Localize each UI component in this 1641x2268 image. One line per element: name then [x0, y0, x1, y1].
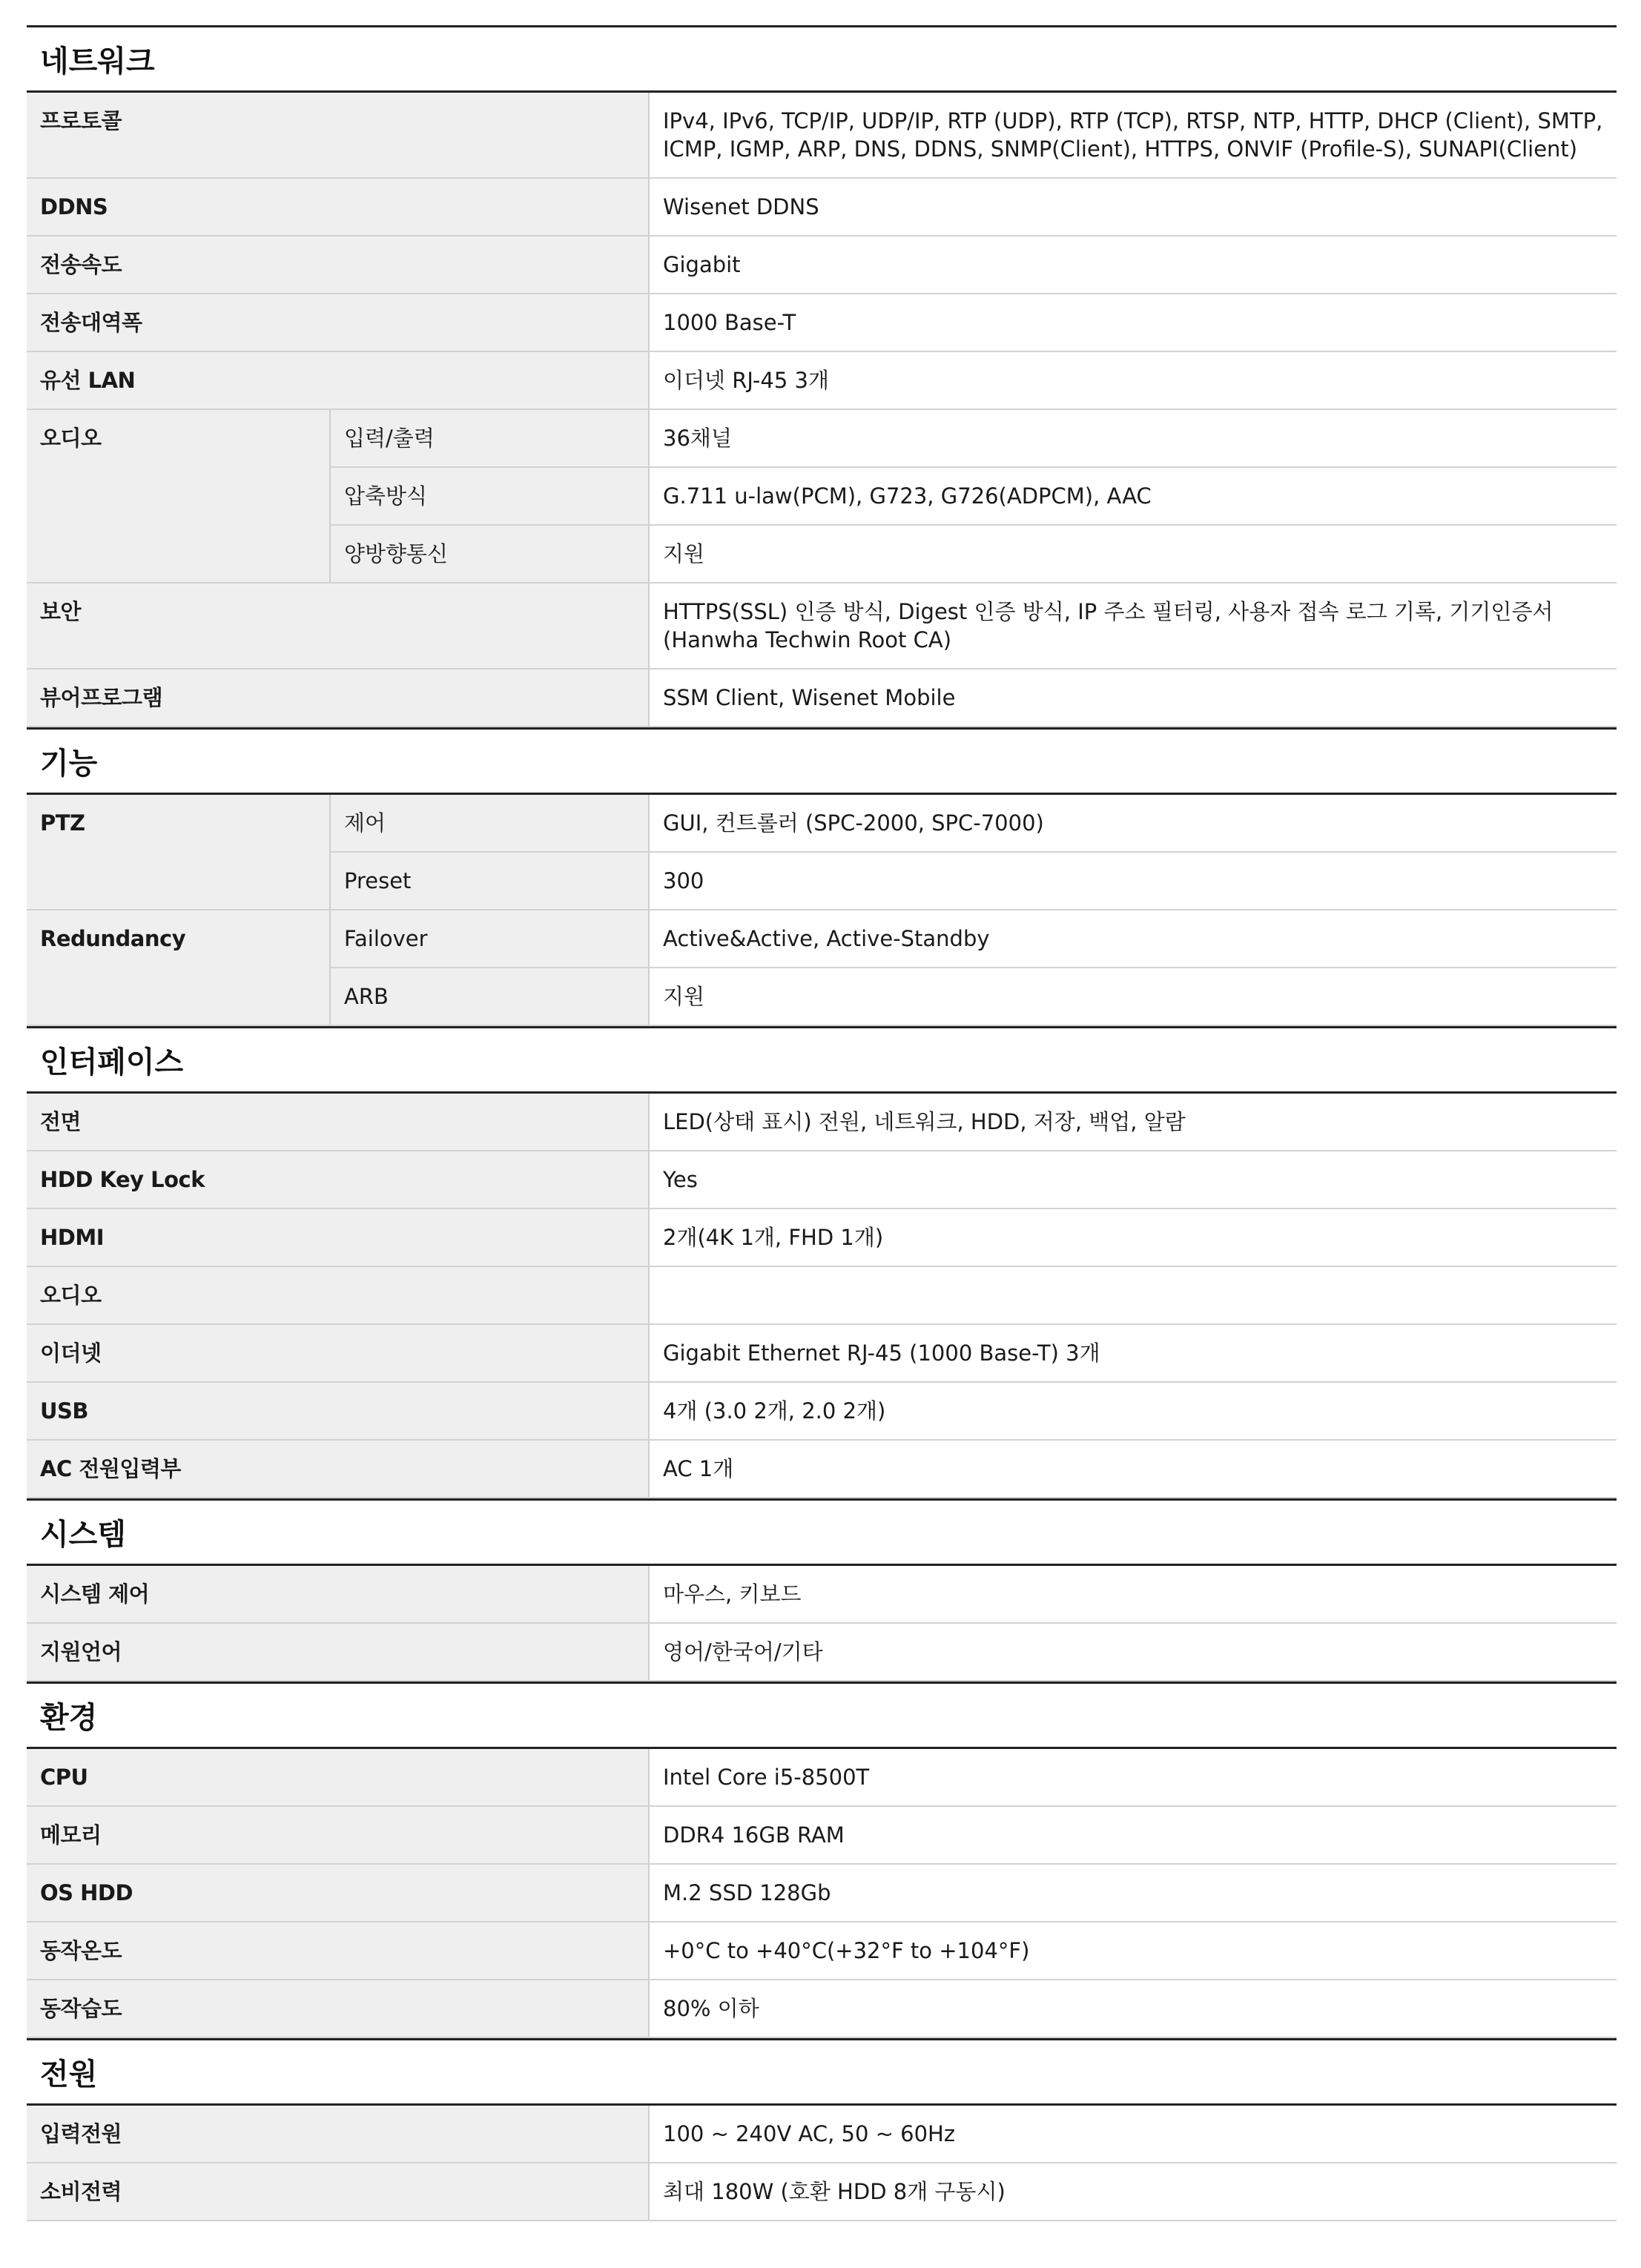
spec-table: [27, 1564, 1617, 1682]
table-row: [27, 1864, 1617, 1922]
row-value: 지원: [649, 525, 1617, 583]
table-row: [27, 1382, 1617, 1440]
row-label: HDMI: [27, 1209, 649, 1266]
row-label: HDD Key Lock: [27, 1151, 649, 1209]
spec-table: [27, 1747, 1617, 2038]
row-value: Wisenet DDNS: [649, 178, 1617, 236]
spec-table: [27, 2103, 1617, 2221]
row-value: 100 ~ 240V AC, 50 ~ 60Hz: [649, 2104, 1617, 2163]
table-row: [27, 1092, 1617, 1151]
row-label: 전송속도: [27, 236, 649, 294]
row-label: 메모리: [27, 1806, 649, 1864]
row-value: SSM Client, Wisenet Mobile: [649, 669, 1617, 727]
table-row: [27, 794, 1617, 852]
row-label: 유선 LAN: [27, 351, 649, 409]
row-value: 영어/한국어/기타: [649, 1623, 1617, 1681]
table-row: [27, 2104, 1617, 2163]
table-row: [27, 1980, 1617, 2037]
spec-sheet: [27, 25, 1617, 2221]
row-value: 36채널: [649, 409, 1617, 467]
row-label: 지원언어: [27, 1623, 649, 1681]
row-value: AC 1개: [649, 1440, 1617, 1498]
row-label: PTZ: [27, 794, 330, 910]
row-label: 동작습도: [27, 1980, 649, 2037]
row-value: HTTPS(SSL) 인증 방식, Digest 인증 방식, IP 주소 필터링, 사용자 접속 로그 기록, 기기인증서 (Hanwha Techwin Root CA): [649, 583, 1617, 669]
table-row: [27, 1564, 1617, 1623]
sub-label: 제어: [330, 794, 649, 852]
table-row: [27, 409, 1617, 467]
spec-table: [27, 793, 1617, 1026]
row-value: 300: [649, 852, 1617, 910]
sub-label: 압축방식: [330, 467, 649, 525]
table-row: [27, 1151, 1617, 1209]
row-value: 이더넷 RJ-45 3개: [649, 351, 1617, 409]
table-row: [27, 2163, 1617, 2221]
section-title: 시스템: [27, 1498, 1617, 1564]
sub-label: ARB: [330, 968, 649, 1025]
row-value: 80% 이하: [649, 1980, 1617, 2037]
section-title: 기능: [27, 727, 1617, 793]
row-value: Gigabit: [649, 236, 1617, 294]
row-value: Intel Core i5-8500T: [649, 1748, 1617, 1806]
section-title: 네트워크: [27, 25, 1617, 90]
table-row: [27, 178, 1617, 236]
row-value: 1000 Base-T: [649, 294, 1617, 351]
row-value: IPv4, IPv6, TCP/IP, UDP/IP, RTP (UDP), RTP (TCP), RTSP, NTP, HTTP, DHCP (Client), SMTP, ICMP, IGMP, ARP, DNS, DDNS, SNMP(Client), HTTPS, ONVIF (Profile-S), SUNAPI(Client): [649, 92, 1617, 179]
sub-label: Preset: [330, 852, 649, 910]
row-value: GUI, 컨트롤러 (SPC-2000, SPC-7000): [649, 794, 1617, 852]
row-label: 시스템 제어: [27, 1564, 649, 1623]
row-value: LED(상태 표시) 전원, 네트워크, HDD, 저장, 백업, 알람: [649, 1092, 1617, 1151]
row-label: 오디오: [27, 409, 330, 583]
row-label: OS HDD: [27, 1864, 649, 1922]
row-value: 마우스, 키보드: [649, 1564, 1617, 1623]
table-row: [27, 1922, 1617, 1980]
row-value: M.2 SSD 128Gb: [649, 1864, 1617, 1922]
table-row: [27, 1748, 1617, 1806]
row-label: 보안: [27, 583, 649, 669]
section-title: 환경: [27, 1682, 1617, 1747]
table-row: [27, 1209, 1617, 1266]
spec-table: [27, 90, 1617, 727]
section-title: 인터페이스: [27, 1026, 1617, 1091]
row-label: CPU: [27, 1748, 649, 1806]
row-value: 4개 (3.0 2개, 2.0 2개): [649, 1382, 1617, 1440]
table-row: [27, 294, 1617, 351]
table-row: [27, 92, 1617, 179]
row-value: Yes: [649, 1151, 1617, 1209]
row-label: DDNS: [27, 178, 649, 236]
table-row: [27, 910, 1617, 968]
row-label: 오디오: [27, 1266, 649, 1324]
row-value: +0°C to +40°C(+32°F to +104°F): [649, 1922, 1617, 1980]
table-row: [27, 669, 1617, 727]
table-row: [27, 583, 1617, 669]
row-label: Redundancy: [27, 910, 330, 1025]
row-value: G.711 u-law(PCM), G723, G726(ADPCM), AAC: [649, 467, 1617, 525]
table-row: [27, 1324, 1617, 1382]
row-value: 2개(4K 1개, FHD 1개): [649, 1209, 1617, 1266]
table-row: [27, 236, 1617, 294]
row-label: 동작온도: [27, 1922, 649, 1980]
row-value: Active&Active, Active-Standby: [649, 910, 1617, 968]
row-label: 소비전력: [27, 2163, 649, 2221]
table-row: [27, 1440, 1617, 1498]
sub-label: 양방향통신: [330, 525, 649, 583]
row-label: USB: [27, 1382, 649, 1440]
row-label: 프로토콜: [27, 92, 649, 179]
table-row: [27, 1623, 1617, 1681]
row-label: 전송대역폭: [27, 294, 649, 351]
row-label: AC 전원입력부: [27, 1440, 649, 1498]
sub-label: Failover: [330, 910, 649, 968]
row-value: DDR4 16GB RAM: [649, 1806, 1617, 1864]
row-label: 뷰어프로그램: [27, 669, 649, 727]
row-value: Gigabit Ethernet RJ-45 (1000 Base-T) 3개: [649, 1324, 1617, 1382]
section-title: 전원: [27, 2038, 1617, 2103]
row-value: [649, 1266, 1617, 1324]
row-value: 최대 180W (호환 HDD 8개 구동시): [649, 2163, 1617, 2221]
row-label: 전면: [27, 1092, 649, 1151]
spec-table: [27, 1091, 1617, 1498]
table-row: [27, 351, 1617, 409]
row-value: 지원: [649, 968, 1617, 1025]
table-row: [27, 1806, 1617, 1864]
sub-label: 입력/출력: [330, 409, 649, 467]
row-label: 이더넷: [27, 1324, 649, 1382]
table-row: [27, 1266, 1617, 1324]
row-label: 입력전원: [27, 2104, 649, 2163]
